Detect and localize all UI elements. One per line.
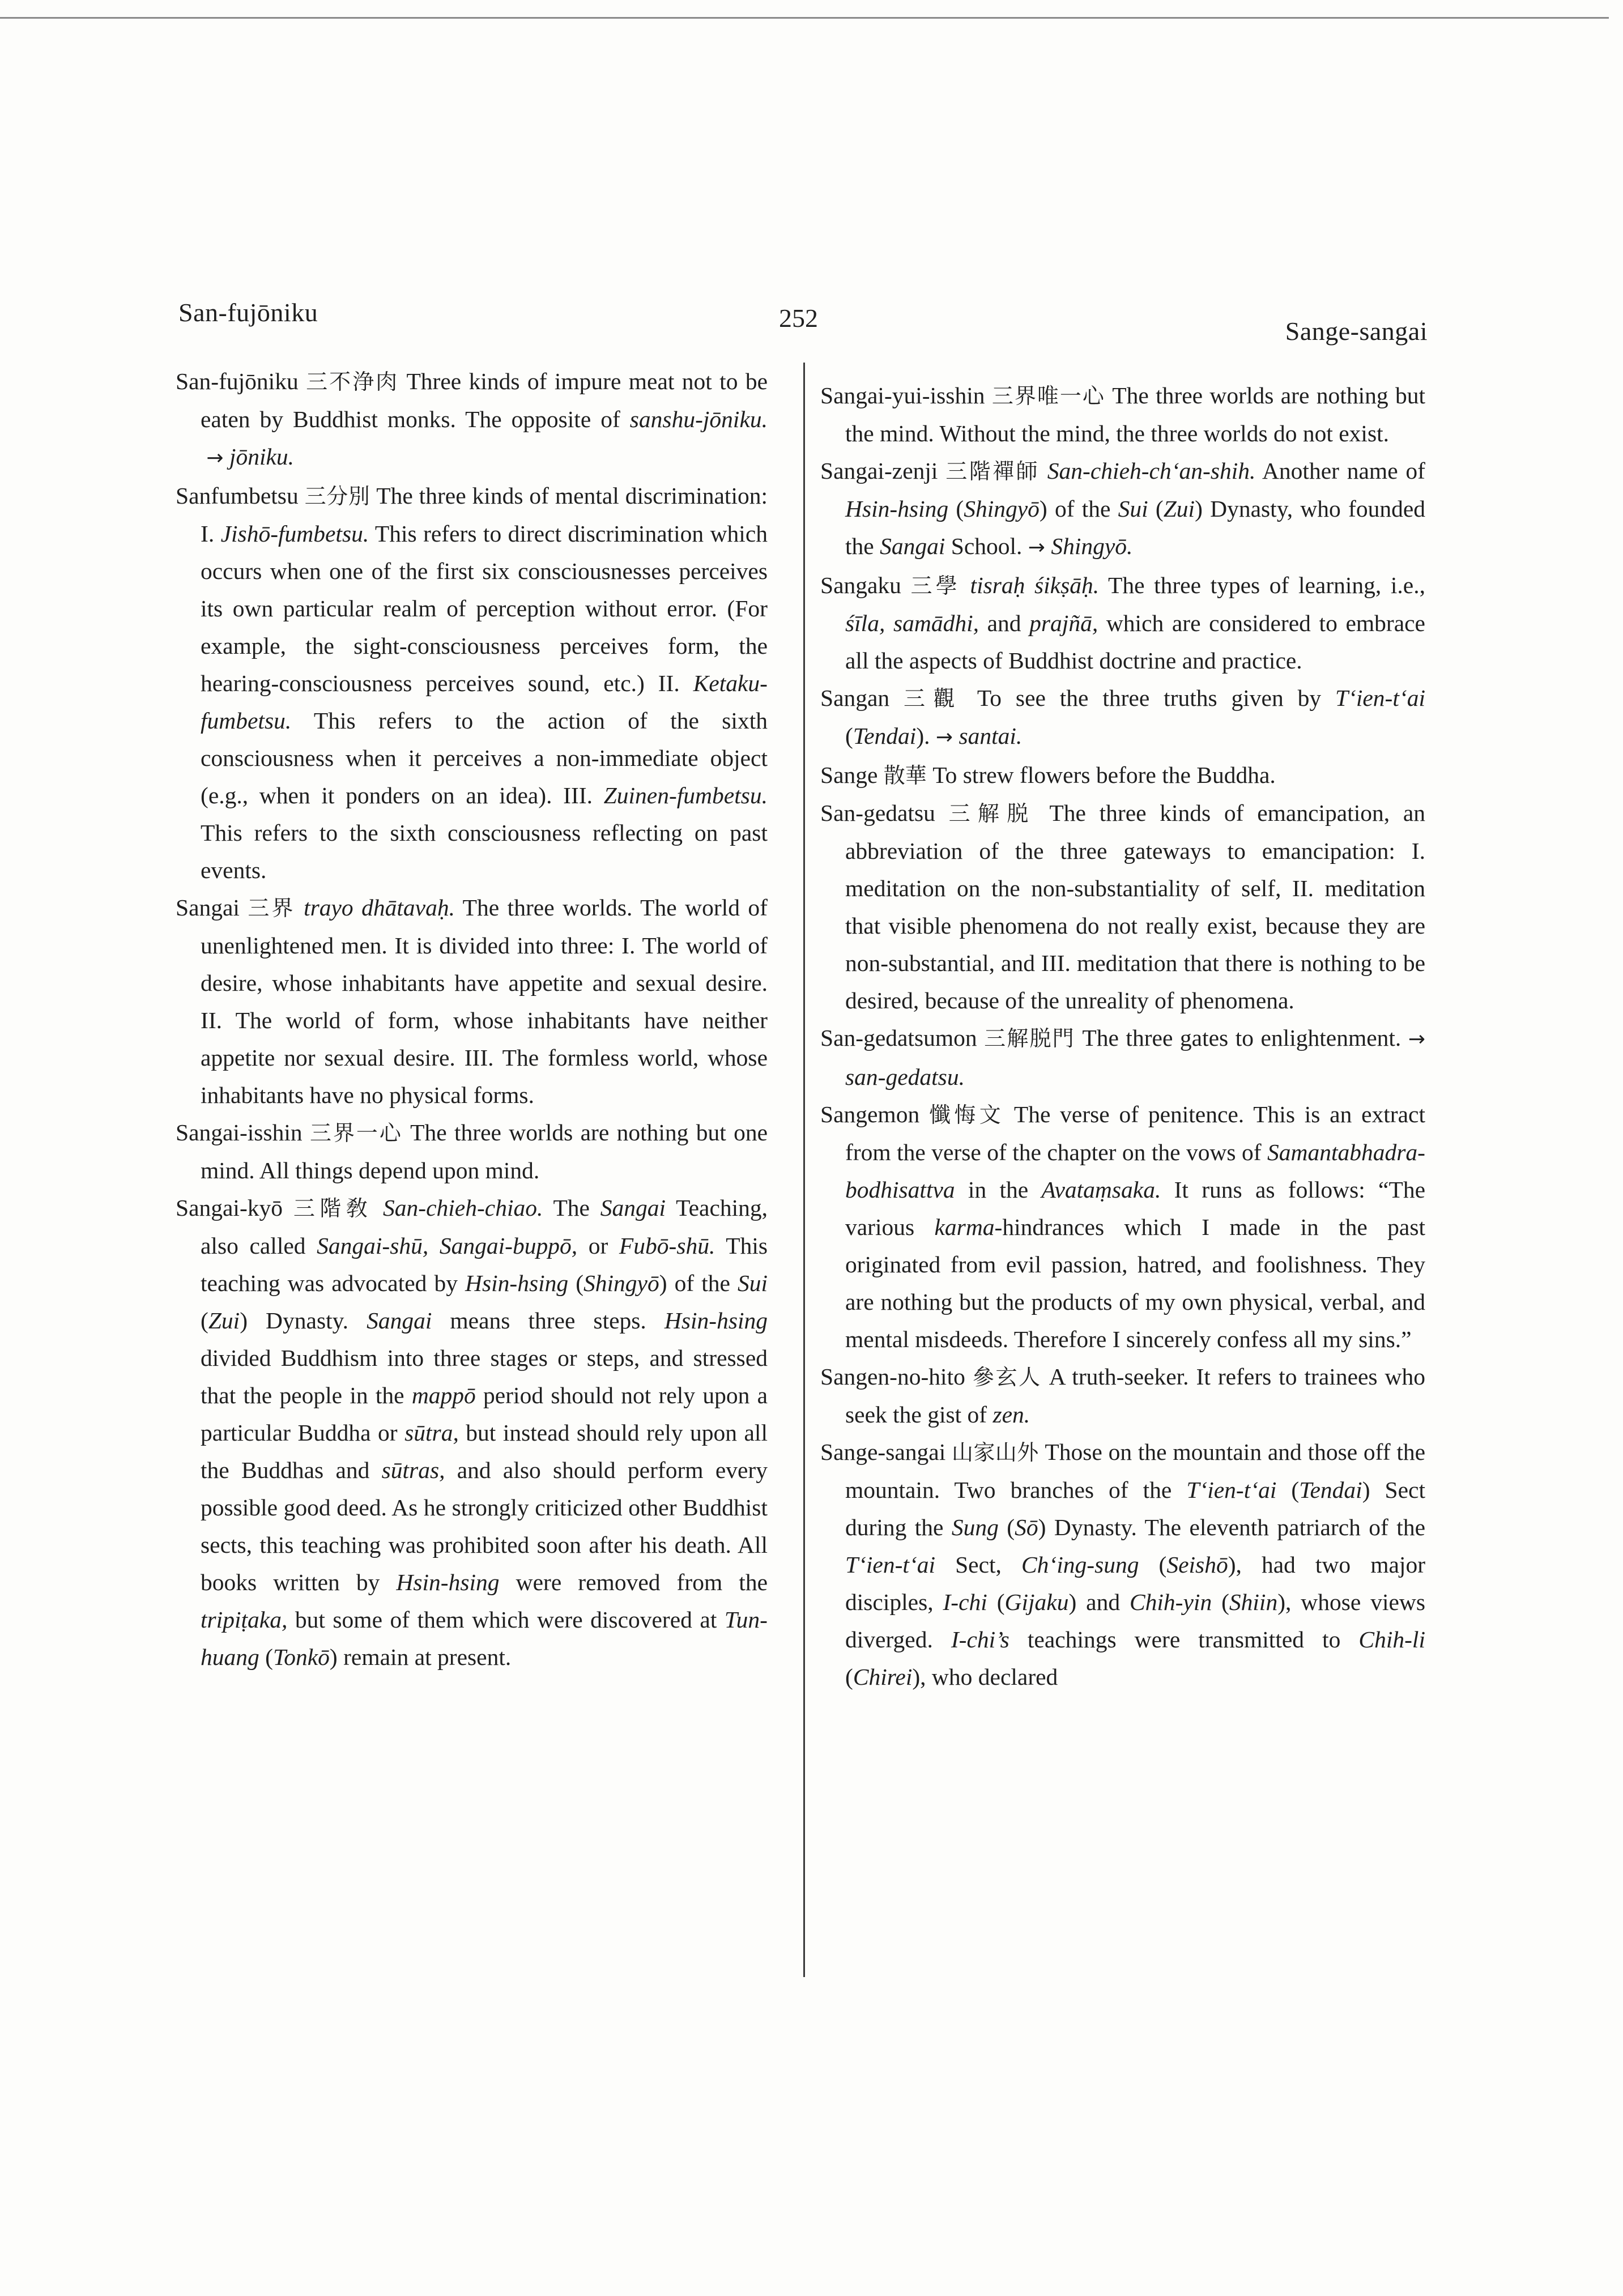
definition-text: Sect, [935,1552,1021,1578]
italic-term: Jishō-fumbetsu. [220,521,369,547]
entry-sangai [176,889,768,1114]
kanji: 三階敎 [293,1196,373,1221]
italic-term: Fubō-shū. [619,1233,715,1259]
entry-sangai-kyo [176,1189,768,1676]
italic-term: Samantabhadra-bodhisattva [845,1139,1425,1203]
kanji: 三學 [910,573,961,598]
italic-term: Sung [951,1514,999,1540]
headword: Sangai-kyō [176,1195,283,1221]
see-also-arrow-icon: → [1028,536,1045,559]
definition-text: Three kinds of impure meat not to be eaten by Buddhist monks. The opposite of [201,368,768,432]
definition-text: This teaching was advocated by [201,1233,768,1296]
cross-reference: san-gedatsu. [845,1064,965,1090]
definition-text: School. [945,533,1028,559]
kanji: 三觀 [904,686,963,711]
italic-term: sūtras, [381,1457,445,1483]
sanskrit-term: tisraḥ śikṣāḥ. [970,572,1100,598]
definition-text: teachings were transmitted to [1009,1626,1359,1652]
kanji: 三界一心 [309,1121,403,1145]
definition-text: and [978,610,1030,636]
headword: San-gedatsu [820,800,935,826]
definition-text: ), who declared [912,1664,1058,1690]
definition-text: ( [987,1589,1005,1615]
chinese-term: San-chieh-chiao. [383,1195,543,1221]
definition-text: which are considered to embrace all the aspects of Buddhist doctrine and practice. [845,610,1425,674]
italic-term: Seishō [1166,1552,1228,1578]
definition-text: The three kinds of mental discrimination: I. [201,483,768,547]
italic-term: Sui [737,1270,768,1296]
kanji: 三界唯一心 [991,384,1105,408]
italic-term: Shingyō [583,1270,659,1296]
definition-text: ( [1148,496,1164,522]
definition-text: ( [1212,1589,1229,1615]
definition-text: To see the three truths given by [977,685,1335,711]
italic-term: Tun-huang [201,1607,768,1670]
italic-term: Sangai-shū, Sangai-buppō, [317,1233,578,1259]
definition-text: but some of them which were discovered at [287,1607,725,1633]
kanji: 三解脱 [948,801,1036,826]
headword: Sanfumbetsu [176,483,299,509]
italic-term: I-chi [943,1589,987,1615]
headword: Sange [820,762,878,788]
italic-term: Sō [1015,1514,1038,1540]
definition-text: ) of the [1039,496,1118,522]
definition-text: ) and [1068,1589,1130,1615]
headword: Sangai-isshin [176,1119,303,1145]
definition-text: The three worlds are nothing but the mind. Without the mind, the three worlds do not exist. [845,382,1425,446]
entry-san-fujoniku [176,363,768,477]
column-divider [803,363,805,1977]
headword: Sangan [820,685,890,711]
italic-term: Zui [208,1307,240,1334]
italic-term: Shingyō [964,496,1040,522]
italic-term: Hsin-hsing [396,1569,500,1595]
italic-term: śīla, samādhi, [845,610,979,636]
kanji: 三不浄肉 [306,369,399,394]
definition-text: The three worlds. The world of unenlightened men. It is divided into three: I. The world of desire, whose inhabitants have appetite and sexual desire. II. The world of form, whose inhabitants have neither appetite nor sexual desire. III. The formless world, whose inhabitants have no physical forms. [201,894,768,1108]
italic-term: prajñā, [1029,610,1098,636]
kanji: 散華 [883,763,927,788]
italic-term: Tendai [1299,1477,1362,1503]
italic-term: Chih-yin [1129,1589,1212,1615]
definition-text: ( [259,1644,273,1670]
cross-reference: sanshu-jōniku. [629,406,768,432]
definition-text: were removed from the [499,1569,768,1595]
italic-term: Sangai [880,533,945,559]
italic-term: Shiin [1229,1589,1278,1615]
italic-term: sūtra, [404,1420,459,1446]
definition-text: ( [1276,1477,1300,1503]
definition-text: This refers to the sixth consciousness reflecting on past events. [201,820,768,883]
italic-term: Ketaku-fumbetsu. [201,670,768,734]
headword: Sange-sangai [820,1439,946,1465]
definition-text: ( [201,1307,208,1334]
italic-term: Hsin-hsing [845,496,949,522]
chinese-term: San-chieh-ch‘an-shih. [1047,458,1256,484]
headword: San-fujōniku [176,368,299,394]
italic-term: I-chi’s [951,1626,1009,1652]
definition-text: ( [998,1514,1015,1540]
definition-text: Another name of [1255,458,1425,484]
entry-sange-sangai [820,1433,1425,1696]
kanji: 參玄人 [972,1365,1042,1390]
definition-text: ), had two major disciples, [845,1552,1426,1615]
definition-text: The three types of learning, i.e., [1099,572,1425,598]
definition-text: To strew flowers before the Buddha. [932,762,1276,788]
kanji: 三界 [248,896,296,921]
kanji: 三階禪師 [945,459,1040,484]
left-column [176,363,768,1676]
cross-reference: santai. [959,723,1023,749]
definition-text: Those on the mountain and those off the mountain. Two branches of the [845,1439,1426,1503]
definition-text: ( [1139,1552,1167,1578]
definition-text: The [543,1195,600,1221]
headword: Sangai-yui-isshin [820,382,985,408]
entry-san-gedatsu [820,794,1425,1019]
italic-term: mappō [411,1382,476,1408]
kanji: 三解脱門 [984,1026,1075,1051]
definition-text: divided Buddhism into three stages or steps, and stressed that the people in the [201,1345,768,1408]
cross-reference: Shingyō. [1051,533,1133,559]
definition-text: ) Dynasty. [240,1307,367,1334]
definition-text: A truth-seeker. It refers to trainees who seek the gist of [845,1364,1426,1428]
italic-term: karma [934,1214,995,1240]
top-rule [0,17,1609,19]
definition-text: ( [568,1270,584,1296]
definition-text: means three steps. [432,1307,664,1334]
definition-text: The three gates to enlightenment. [1082,1025,1408,1051]
definition-text: This refers to direct discrimination which occurs when one of the first six consciousnesses perceives its own particular realm of perception without error. (For example, the sight-consciousness perceives form, the hearing-consciousness perceives sound, etc.) II. [201,521,768,696]
entry-sangan [820,679,1425,756]
headword: Sangemon [820,1101,920,1127]
see-also-arrow-icon: → [935,726,953,749]
definition-text: The verse of penitence. This is an extract from the verse of the chapter on the vows of [845,1101,1425,1165]
see-also-arrow-icon: → [1408,1028,1426,1051]
definition-text: ) Dynasty, who founded the [845,496,1426,559]
headword: Sangai-zenji [820,458,938,484]
entry-sangemon [820,1096,1425,1358]
kanji: 山家山外 [952,1440,1039,1465]
kanji: 三分別 [304,484,370,509]
entry-sangaku [820,566,1425,679]
definition-text: ) Dynasty. The eleventh patriarch of the [1038,1514,1425,1540]
italic-term: Avataṃsaka. [1041,1177,1161,1203]
definition-text: and also should perform every possible good deed. As he strongly criticized other Buddhist sects, this teaching was prohibited soon after his death. All books written by [201,1457,768,1595]
definition-text: Teaching, also called [201,1195,768,1259]
see-also-arrow-icon: → [206,446,224,470]
italic-term: Tonkō [272,1644,330,1670]
entry-sangen-no-hito [820,1358,1425,1433]
headword: Sangai [176,894,240,921]
italic-term: Chirei [853,1664,913,1690]
headword: Sangen-no-hito [820,1364,965,1390]
italic-term: Zuinen-fumbetsu. [603,782,768,808]
definition-text: but instead should rely upon all the Buddhas and [201,1420,768,1483]
cross-reference: jōniku. [229,444,295,470]
entry-sangai-yui-isshin [820,377,1425,452]
definition-text: ), whose views diverged. [845,1589,1426,1652]
definition-text: The three worlds are nothing but one mind. All things depend upon mind. [201,1119,768,1183]
running-head-left: San-fujōniku [178,298,318,327]
definition-text: ). [916,723,936,749]
definition-text: ( [845,723,853,749]
headword: San-gedatsumon [820,1025,977,1051]
italic-term: T‘ien-t‘ai [1186,1477,1277,1503]
italic-term: Gijaku [1004,1589,1069,1615]
italic-term: tripiṭaka, [201,1607,288,1633]
italic-term: Sangai [600,1195,666,1221]
italic-term: Ch‘ing-sung [1021,1552,1139,1578]
italic-term: Chih-li [1358,1626,1425,1652]
italic-term: Sui [1118,496,1148,522]
entry-sanfumbetsu [176,477,768,889]
entry-sange [820,756,1425,794]
italic-term: Tendai [853,723,917,749]
italic-term: Zui [1163,496,1195,522]
italic-term: T‘ien-t‘ai [1335,685,1425,711]
running-head-right: Sange-sangai [1285,317,1428,346]
italic-term: Sangai [367,1307,432,1334]
entry-san-gedatsumon [820,1019,1425,1096]
definition-text: This refers to the action of the sixth consciousness when it perceives a non-immediate object (e.g., when it ponders on an idea). III. [201,708,768,808]
italic-term: Hsin-hsing [664,1307,768,1334]
page-number: 252 [779,304,818,333]
sanskrit-term: trayo dhātavaḥ. [304,894,455,921]
definition-text: The three kinds of emancipation, an abbreviation of the three gateways to emancipation: I. meditation on the non-substantiality of self, II. meditation that visible phenomena do not really exist, because they are non-substantial, and III. meditation that there is nothing to be desired, because of the unreality of phenomena. [845,800,1426,1013]
right-column [820,377,1425,1696]
headword: Sangaku [820,572,901,598]
definition-text: ) of the [659,1270,738,1296]
definition-text: ) Sect during the [845,1477,1425,1540]
kanji: 懺悔文 [928,1102,1005,1127]
definition-text: -hindrances which I made in the past originated from evil passion, hatred, and foolishness. They are nothing but the products of my own physical, verbal, and mental misdeeds. Therefore I sincerely confess all my sins.” [845,1214,1425,1352]
entry-sangai-isshin [176,1114,768,1189]
italic-term: T‘ien-t‘ai [845,1552,936,1578]
definition-text: ) remain at present. [329,1644,512,1670]
italic-term: zen. [992,1402,1030,1428]
entry-sangai-zenji [820,452,1425,566]
definition-text: period should not rely upon a particular Buddha or [201,1382,768,1446]
definition-text: It runs as follows: “The various [845,1177,1425,1240]
definition-text: or [577,1233,619,1259]
definition-text: ( [948,496,964,522]
definition-text: ( [845,1664,853,1690]
definition-text: in the [955,1177,1042,1203]
italic-term: Hsin-hsing [465,1270,569,1296]
